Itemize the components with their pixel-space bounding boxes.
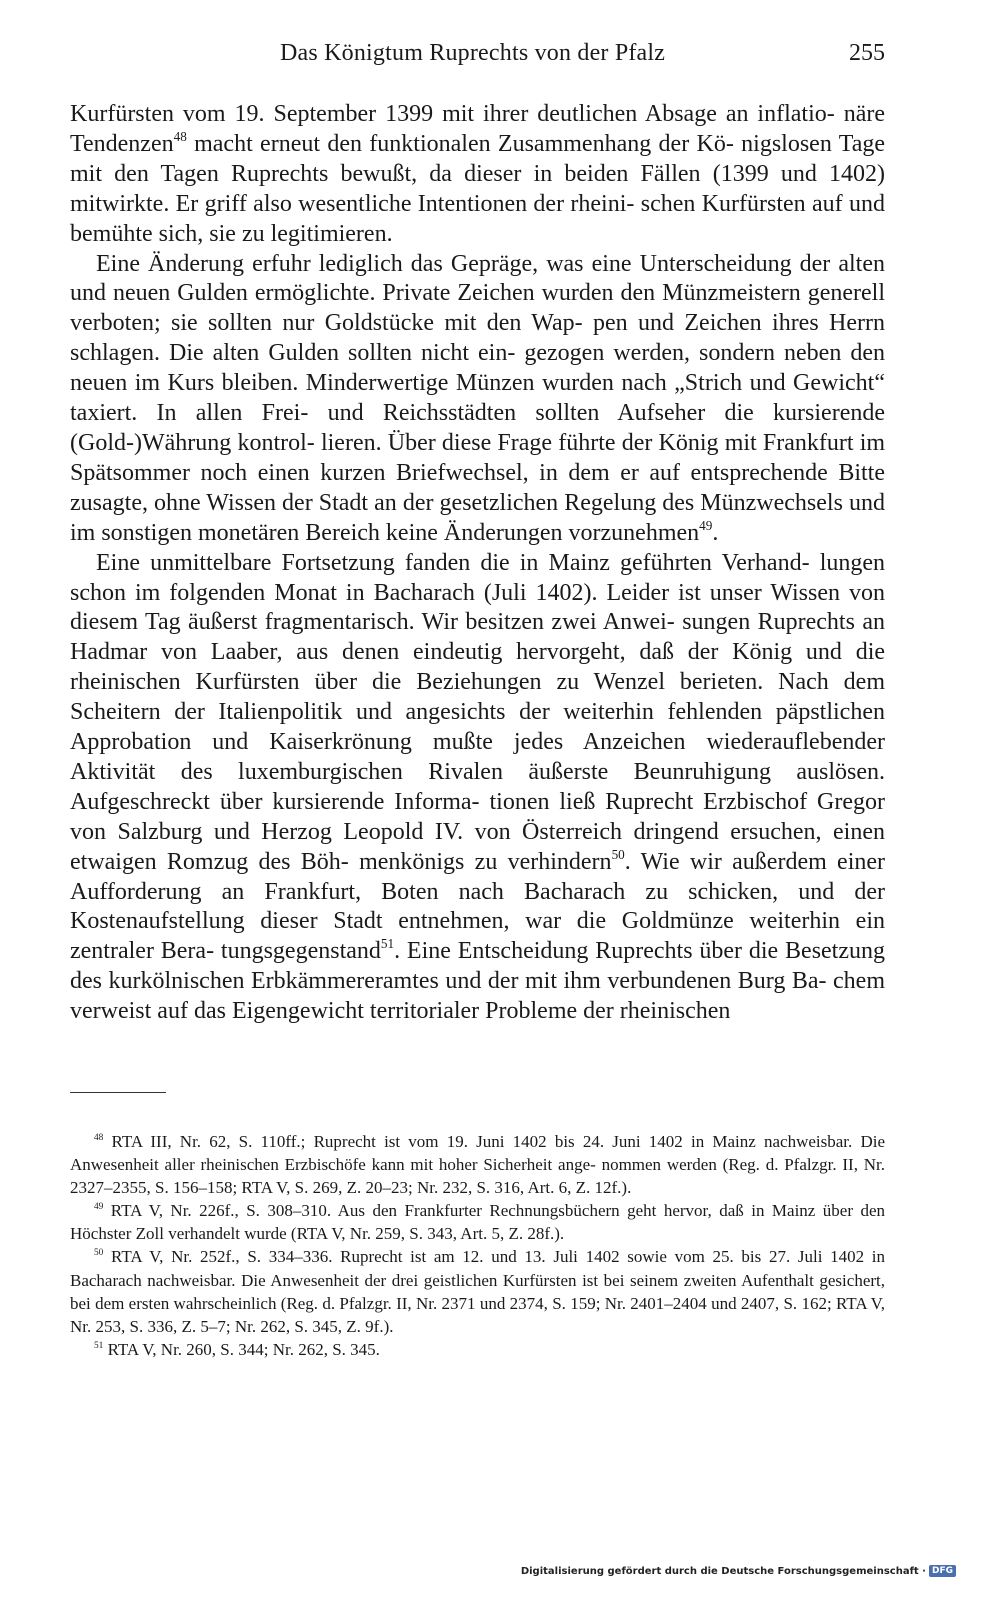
footnote-51: [70, 1338, 885, 1361]
footnote-line: RTA V, Nr. 260, S. 344; Nr. 262, S. 345.: [103, 1339, 380, 1359]
text-line: tungsgegenstand: [220, 938, 381, 965]
text-line: Eine Änderung erfuhr lediglich das Gepräge, was eine Unterscheidung: [96, 250, 792, 277]
digitization-text: Digitalisierung gefördert durch die Deutsche Forschungsgemeinschaft ·: [520, 1565, 926, 1577]
footnote-line: nachweisbar. Die Anwesenheit aller rheinischen Erzbischöfe kann mit hoher Sicherheit ange-: [70, 1132, 885, 1175]
footnotes: [70, 1130, 885, 1361]
text-line: nigslosen Tage mit den Tagen Ruprechts bewußt, da dieser in beiden Fällen: [70, 130, 885, 187]
footnote-line: RTA V, Nr. 226f., S. 308–310. Aus den Frankfurter Rechnungsbüchern geht hervor, daß: [103, 1201, 744, 1221]
text-line: näre Tendenzen: [70, 101, 886, 157]
footnote-mark: 51: [94, 1340, 104, 1351]
text-line: . Wie wir außerdem einer Aufforderung an: [70, 848, 886, 905]
text-line: . Eine Entscheidung Ruprechts über die Besetzung des: [70, 938, 886, 995]
text-line: der alten und neuen Gulden ermöglichte. Private Zeichen wurden den: [70, 250, 885, 307]
body-text: [70, 100, 885, 1027]
text-line: daß der König und die rheinischen Kurfürsten über die Beziehungen zu: [70, 639, 886, 696]
footnote-49: [70, 1199, 885, 1245]
footnote-line: RTA V, Nr. 252f., S. 334–336. Ruprecht ist am 12. und 13. Juli 1402 sowie vom 25. bis: [103, 1247, 762, 1267]
text-line: menkönigs zu verhindern: [359, 848, 612, 875]
footnote-line: Nr. 2371 und 2374, S. 159; Nr. 2401–2404 und 2407, S. 162; RTA V, Nr. 253, S. 336, Z. 5–7;: [70, 1293, 886, 1336]
text-line: dieser Stadt entnehmen, war die Goldmünze weiterhin ein zentraler Bera-: [70, 908, 886, 965]
text-line: Reichsstädten sollten Aufseher die kursierende (Gold-)Währung kontrol-: [70, 400, 886, 456]
text-line: macht erneut den funktionalen Zusammenhang der Kö-: [186, 130, 734, 157]
digitization-note: [521, 1565, 956, 1577]
text-line: Wissen von diesem Tag äußerst fragmentarisch. Wir besitzen zwei Anwei-: [70, 579, 885, 636]
text-line: pen und Zeichen ihres Herrn schlagen. Die alten Gulden sollten nicht ein-: [70, 310, 886, 367]
paragraph-1: [70, 100, 885, 250]
footnote-line: seinem zweiten Aufenthalt gesichert, bei dem ersten wahrscheinlich (Reg. d. Pfalzgr. II,: [70, 1270, 885, 1313]
footnote-ref-51: 51: [380, 936, 395, 952]
footnote-mark: 48: [94, 1133, 104, 1143]
text-line: Eine unmittelbare Fortsetzung fanden die in Mainz geführten Verhand-: [96, 549, 810, 576]
text-line: im sonstigen monetären Bereich keine Änderungen vorzunehmen: [70, 519, 700, 546]
footnote-line: in Mainz über den Höchster Zoll verhandelt wurde (RTA V, Nr. 259, S. 343, Art. 5, Z. 28f.).: [70, 1201, 885, 1244]
text-line: Kurfürsten vom 19. September 1399 mit ihrer deutlichen Absage an inflatio-: [70, 101, 835, 127]
dfg-logo-icon: DFG: [929, 1565, 956, 1577]
footnote-mark: 50: [94, 1248, 104, 1259]
footnote-line: RTA III, Nr. 62, S. 110ff.; Ruprecht ist vom 19. Juni 1402 bis 24. Juni 1402 in Mainz: [103, 1132, 756, 1151]
footnote-line: nommen werden (Reg. d. Pfalzgr. II, Nr. 2327–2355, S. 156–158; RTA V, S. 269, Z. 20–23;: [70, 1155, 885, 1198]
text-line: Frankfurt, Boten nach Bacharach zu schicken, und der Kostenaufstellung: [70, 878, 886, 935]
text-line: Wenzel berieten. Nach dem Scheitern der Italienpolitik und angesichts der: [70, 669, 885, 726]
footnote-ref-48: 48: [173, 129, 187, 145]
text-line: Münzmeistern generell verboten; sie sollten nur Goldstücke mit den Wap-: [70, 280, 886, 337]
text-line: gezogen werden, sondern neben den neuen im Kurs bleiben. Minderwertige: [70, 340, 885, 397]
text-line: äußerste Beunruhigung auslösen. Aufgeschreckt über kursierende Informa-: [70, 758, 886, 815]
footnote-line: Nr. 232, S. 316, Art. 6, Z. 12f.).: [416, 1178, 632, 1198]
text-line: sungen Ruprechts an Hadmar von Laaber, aus denen eindeutig hervorgeht,: [70, 609, 885, 666]
text-line: lungen schon im folgenden Monat in Bacharach (Juli 1402). Leider ist unser: [70, 549, 886, 606]
footnote-line: 27. Juli 1402 in Bacharach nachweisbar. Die Anwesenheit der drei geistlichen Kurfürsten ist bei: [70, 1247, 885, 1290]
text-line: noch einen kurzen Briefwechsel, in dem er auf entsprechende Bitte zusagte,: [70, 459, 886, 516]
footnote-ref-49: 49: [699, 517, 713, 533]
text-line: lieren. Über diese Frage führte der König mit Frankfurt im Spätsommer: [70, 429, 886, 486]
page-number: 255: [849, 40, 885, 66]
paragraph-2: [70, 250, 885, 549]
text-line: ohne Wissen der Stadt an der gesetzlichen Regelung des Münzwechsels und: [154, 489, 885, 516]
text-line: schen Kurfürsten auf und bemühte sich, sie zu legitimieren.: [70, 190, 885, 247]
footnote-50: [70, 1245, 885, 1337]
text-line: Münzen wurden nach „Strich und Gewicht“ taxiert. In allen Frei- und: [70, 370, 886, 427]
text-line: .: [712, 519, 719, 546]
text-line: (1399 und 1402) mitwirkte. Er griff also wesentliche Intentionen der rheini-: [70, 160, 886, 217]
footnote-48: [70, 1130, 885, 1199]
paragraph-3: [70, 549, 885, 1028]
footnote-mark: 49: [94, 1202, 104, 1213]
text-line: tionen ließ Ruprecht Erzbischof Gregor von Salzburg und Herzog Leopold: [70, 788, 886, 845]
text-line: jedes Anzeichen wiederauflebender Aktivität des luxemburgischen Rivalen: [70, 729, 885, 785]
text-line: weiterhin fehlenden päpstlichen Approbation und Kaiserkrönung mußte: [70, 699, 885, 756]
footnote-divider: [70, 1092, 166, 1093]
footnote-line: Nr. 262, S. 345, Z. 9f.).: [234, 1316, 394, 1336]
text-line: kurkölnischen Erbkämmereramtes und der mit ihm verbundenen Burg Ba-: [108, 968, 827, 995]
running-title: Das Königtum Ruprechts von der Pfalz: [280, 40, 666, 66]
text-line: chem verweist auf das Eigengewicht territorialer Probleme der rheinischen: [70, 968, 885, 1025]
text-line: IV. von Österreich dringend ersuchen, einen etwaigen Romzug des Böh-: [70, 818, 885, 875]
footnote-ref-50: 50: [611, 846, 625, 862]
page-header: [70, 40, 885, 76]
